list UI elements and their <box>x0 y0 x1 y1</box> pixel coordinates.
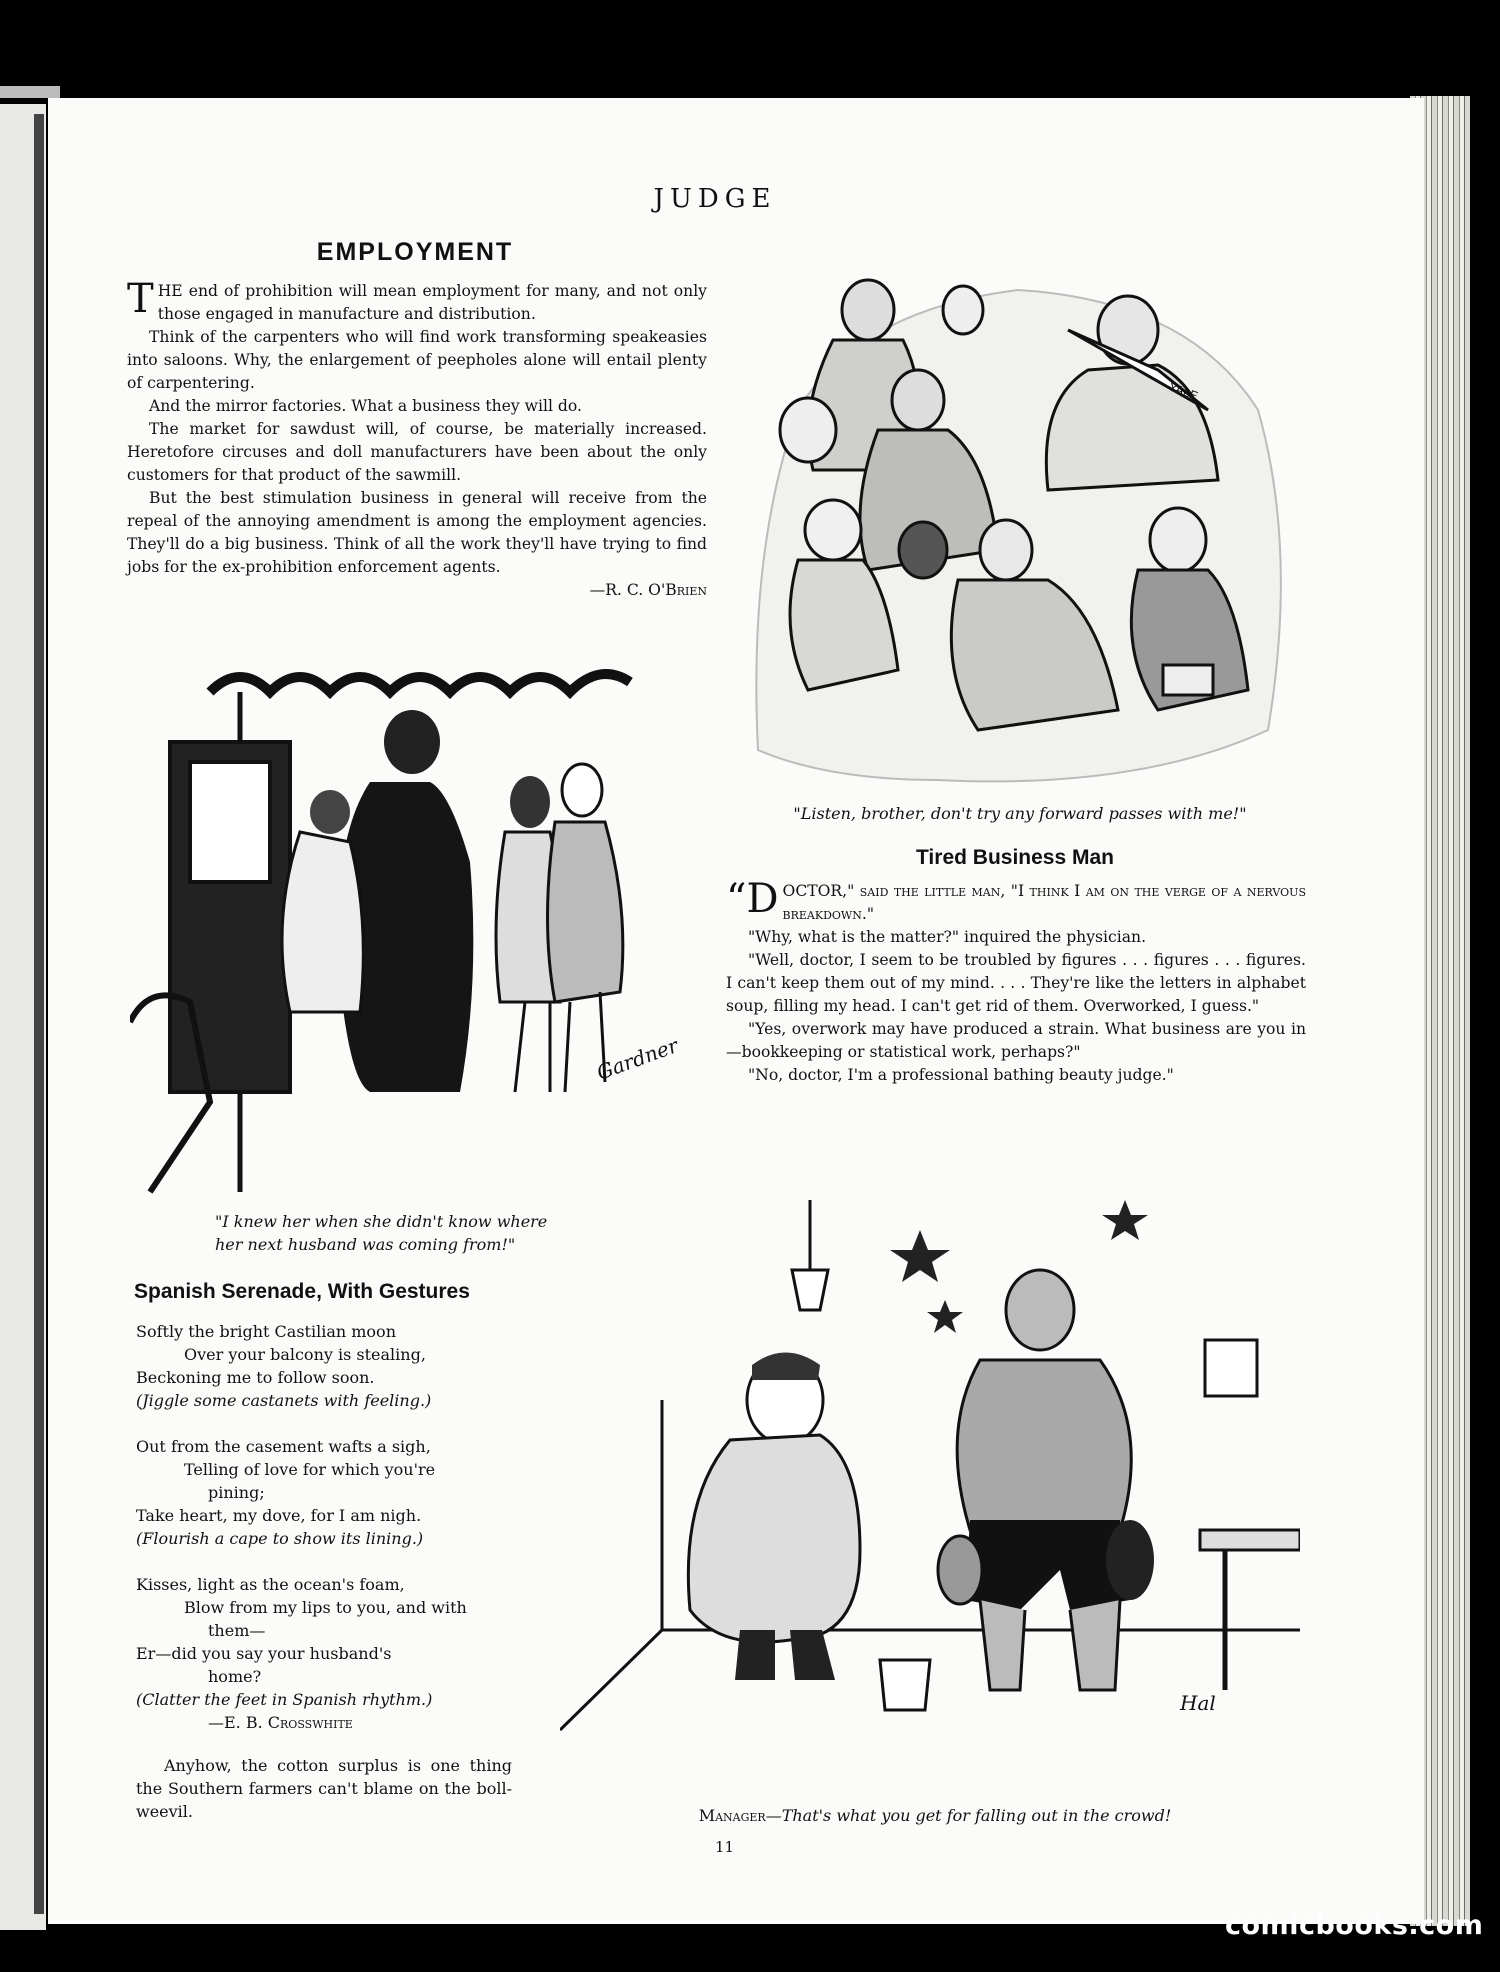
poem-line: home? <box>208 1667 262 1686</box>
paragraph: The market for sawdust will, of course, be materially increased. Heretofore circuses and doll manufacturers have been about the only customers for that product of the sawmill. <box>127 420 707 484</box>
poem-line: (Jiggle some castanets with feeling.) <box>136 1391 432 1410</box>
author-credit: —E. B. Crosswhite <box>208 1713 353 1732</box>
paragraph: "Well, doctor, I seem to be troubled by figures . . . figures . . . figures. I can't keep them out of my mind. . . . They're like the letters in alphabet soup, filling my head. I can't get rid of them. Overworked, I guess." <box>726 951 1306 1015</box>
caption-text: —That's what you get for falling out in the crowd! <box>765 1806 1172 1825</box>
spanish-poem <box>136 1320 516 1734</box>
caption-speaker: Manager <box>698 1806 766 1825</box>
star-icon <box>927 1300 963 1333</box>
stanza <box>136 1573 516 1734</box>
poem-line: Take heart, my dove, for I am nigh. <box>136 1506 422 1525</box>
caption-line: her next husband was coming from!" <box>215 1235 516 1254</box>
site-watermark: comicbooks.com <box>1225 1910 1484 1941</box>
poem-line: Beckoning me to follow soon. <box>136 1368 375 1387</box>
stanza <box>136 1435 516 1550</box>
caption-line: "I knew her when she didn't know where <box>215 1212 548 1231</box>
pennant-label: YALE <box>1166 379 1200 404</box>
paragraph: And the mirror factories. What a business they will do. <box>149 397 582 415</box>
poem-line: Blow from my lips to you, and with <box>184 1598 467 1617</box>
star-icon <box>1102 1200 1148 1240</box>
paragraph: "Why, what is the matter?" inquired the physician. <box>748 928 1147 946</box>
employment-title: EMPLOYMENT <box>316 238 514 266</box>
poem-line: Out from the casement wafts a sigh, <box>136 1437 431 1456</box>
tired-article <box>726 876 1306 1087</box>
paragraph: HE end of prohibition will mean employment for many, and not only those engaged in manufacture and distribution. <box>157 282 707 323</box>
football-crowd-cartoon <box>738 250 1298 790</box>
boxer-cartoon <box>560 1170 1300 1770</box>
paragraph: "No, doctor, I'm a professional bathing beauty judge." <box>748 1066 1174 1084</box>
artist-signature: Hal <box>1180 1691 1216 1715</box>
star-icon <box>890 1230 950 1282</box>
page-number: 11 <box>715 1838 735 1856</box>
poem-line: Er—did you say your husband's <box>136 1644 392 1663</box>
poem-line: Kisses, light as the ocean's foam, <box>136 1575 405 1594</box>
paragraph: Think of the carpenters who will find work transforming speakeasies into saloons. Why, the enlargement of peepholes alone will entail plenty of carpentering. <box>127 328 707 392</box>
dropcap: “D <box>726 876 779 922</box>
boxer-caption <box>610 1804 1260 1827</box>
doorman-cartoon <box>130 662 700 1202</box>
author-credit: —R. C. O'Brien <box>589 581 707 599</box>
tired-title: Tired Business Man <box>915 846 1114 869</box>
poem-line: Over your balcony is stealing, <box>184 1345 426 1364</box>
artist-signature: Gardner <box>593 1033 682 1085</box>
dropcap: T <box>127 276 154 322</box>
poem-line: them— <box>208 1621 266 1640</box>
poem-line: (Flourish a cape to show its lining.) <box>136 1529 424 1548</box>
paragraph: OCTOR," said the little man, "I think I am on the verge of a nervous breakdown." <box>782 882 1306 923</box>
paragraph: But the best stimulation business in general will receive from the repeal of the annoying amendment is among the employment agencies. They'll do a big business. Think of all the work they'll have trying to find jobs for the ex-prohibition enforcement agents. <box>127 489 707 576</box>
poem-line: Telling of love for which you're <box>184 1460 436 1479</box>
poem-line: (Clatter the feet in Spanish rhythm.) <box>136 1690 433 1709</box>
magazine-header: JUDGE <box>653 184 777 214</box>
stanza <box>136 1320 516 1412</box>
poem-line: Softly the bright Castilian moon <box>136 1322 396 1341</box>
employment-article <box>127 276 707 602</box>
paragraph: "Yes, overwork may have produced a strain. What business are you in—bookkeeping or statistical work, perhaps?" <box>726 1020 1306 1061</box>
spanish-title: Spanish Serenade, With Gestures <box>134 1280 470 1303</box>
page-curl <box>0 86 60 98</box>
facing-page-edge <box>0 104 46 1930</box>
poem-line: pining; <box>208 1483 265 1502</box>
filler-paragraph: Anyhow, the cotton surplus is one thing the Southern farmers can't blame on the boll-weevil. <box>136 1756 512 1821</box>
football-caption: "Listen, brother, don't try any forward passes with me!" <box>793 804 1247 823</box>
